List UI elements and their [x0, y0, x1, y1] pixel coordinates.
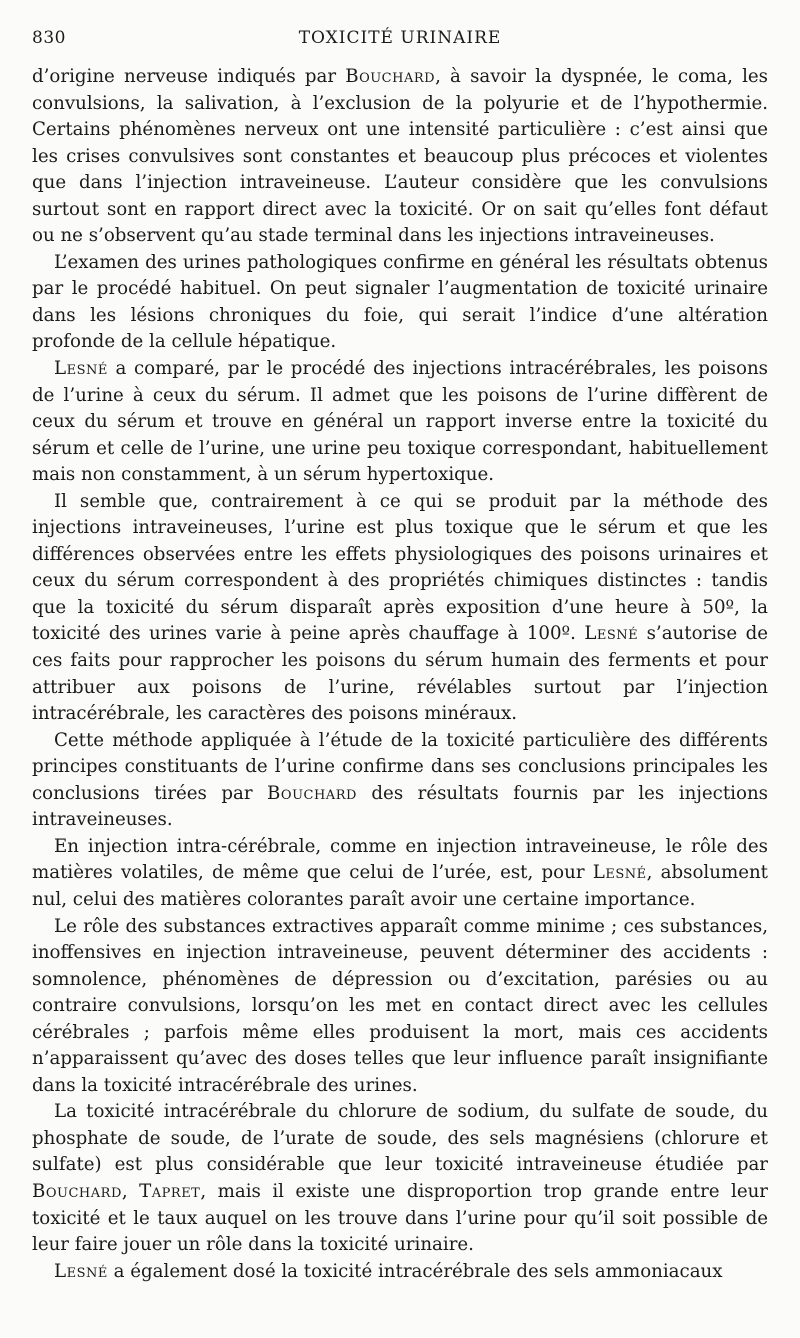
- paragraph-6: [32, 834, 768, 914]
- paragraph-6-text-a: En injection intra-cérébrale, comme en injection intraveineuse, le rôle des matières volatiles, de même que celui de l’urée, est, pour: [32, 835, 768, 884]
- paragraph-2: [32, 250, 768, 356]
- paragraph-9-text: a également dosé la toxicité intracérébrale des sels ammoniacaux: [107, 1260, 723, 1282]
- paragraph-2-text: L’examen des urines pathologiques confirme en général les résultats obtenus par le procédé habituel. On peut signaler l’augmentation de toxicité urinaire dans les lésions chroniques du foie, qui serait l’indice d’une altération profonde de la cellule hépatique.: [32, 251, 768, 353]
- author-name: Bouchard: [345, 66, 436, 87]
- paragraph-8-text-a: La toxicité intracérébrale du chlorure de sodium, du sulfate de soude, du phosphate de soude, de l’urate de soude, des sels magnésiens (chlorure et sulfate) est plus considérable que leur toxicité intraveineuse étudiée par: [32, 1101, 768, 1176]
- page-number: 830: [32, 28, 66, 48]
- page-header: [32, 28, 768, 54]
- paragraph-1: [32, 64, 768, 250]
- author-name: Lesné: [54, 358, 108, 380]
- paragraph-5: [32, 728, 768, 834]
- paragraph-7: [32, 914, 768, 1100]
- paragraph-8-text-b: , mais il existe une disproportion trop grande entre leur toxicité et le taux auquel on les trouve dans l’urine pour qu’il soit possible de leur faire jouer un rôle dans la toxicité urinaire.: [32, 1180, 768, 1256]
- paragraph-1-text-b: , à savoir la dyspnée, le coma, les convulsions, la salivation, à l’exclusion de la polyurie et de l’hypothermie. Certains phénomènes nerveux ont une intensité particulière : c’est ainsi que les crises convulsives sont constantes et beaucoup plus précoces et violentes que dans l’injection intraveineuse. L’auteur considère que les convulsions surtout sont en rapport direct avec la toxicité. Or on sait qu’elles font défaut ou ne s’observent qu’au stade terminal dans les injections intraveineuses.: [32, 66, 768, 247]
- body-text: [32, 64, 768, 1285]
- paragraph-8-separator: ,: [121, 1180, 140, 1202]
- paragraph-4-text-b: s’autorise de ces faits pour rapprocher les poisons du sérum humain des ferments et pour attribuer aux poisons de l’urine, révélables surtout par l’injection intracérébrale, les caractères des poisons minéraux.: [32, 623, 768, 725]
- author-name: Tapret: [139, 1180, 201, 1202]
- author-name: Lesné: [592, 862, 647, 884]
- paragraph-8: [32, 1099, 768, 1258]
- paragraph-4: [32, 489, 768, 728]
- running-title: TOXICITÉ URINAIRE: [298, 28, 502, 48]
- paragraph-5-text-b: des résultats fournis par les injections intraveineuses.: [32, 782, 768, 831]
- paragraph-3: [32, 356, 768, 489]
- author-name: Lesné: [54, 1260, 108, 1282]
- author-name: Bouchard: [32, 1180, 122, 1202]
- paragraph-9: [32, 1259, 768, 1286]
- paragraph-3-text: a comparé, par le procédé des injections intracérébrales, les poisons de l’urine à ceux du sérum. Il admet que les poisons de l’urine diffèrent de ceux du sérum et trouve en général un rapport inverse entre la toxicité du sérum et celle de l’urine, une urine peu toxique correspondant, habituellement mais non constamment, à un sérum hypertoxique.: [32, 358, 768, 486]
- paragraph-5-text-a: Cette méthode appliquée à l’étude de la toxicité particulière des différents principes constituants de l’urine confirme dans ses conclusions principales les conclusions tirées par: [32, 729, 768, 804]
- paragraph-1-text-a: d’origine nerveuse indiqués par: [32, 66, 346, 87]
- author-name: Lesné: [584, 623, 639, 645]
- author-name: Bouchard: [267, 782, 357, 804]
- paragraph-6-text-b: , absolument nul, celui des matières colorantes paraît avoir une certaine importance.: [32, 862, 768, 910]
- paragraph-4-text-a: Il semble que, contrairement à ce qui se produit par la méthode des injections intraveineuses, l’urine est plus toxique que le sérum et que les différences observées entre les effets physiologiques des poisons urinaires et ceux du sérum correspondent à des propriétés chimiques distinctes : tandis que la toxicité du sérum disparaît après exposition d’une heure à 50º, la toxicité des urines varie à peine après chauffage à 100º.: [32, 490, 768, 645]
- paragraph-7-text: Le rôle des substances extractives apparaît comme minime ; ces substances, inoffensives en injection intraveineuse, peuvent déterminer des accidents : somnolence, phénomènes de dépression ou d’excitation, parésies ou au contraire convulsions, lorsqu’on les met en contact direct avec les cellules cérébrales ; parfois même elles produisent la mort, mais ces accidents n’apparaissent qu’avec des doses telles que leur influence paraît insignifiante dans la toxicité intracérébrale des urines.: [32, 915, 768, 1096]
